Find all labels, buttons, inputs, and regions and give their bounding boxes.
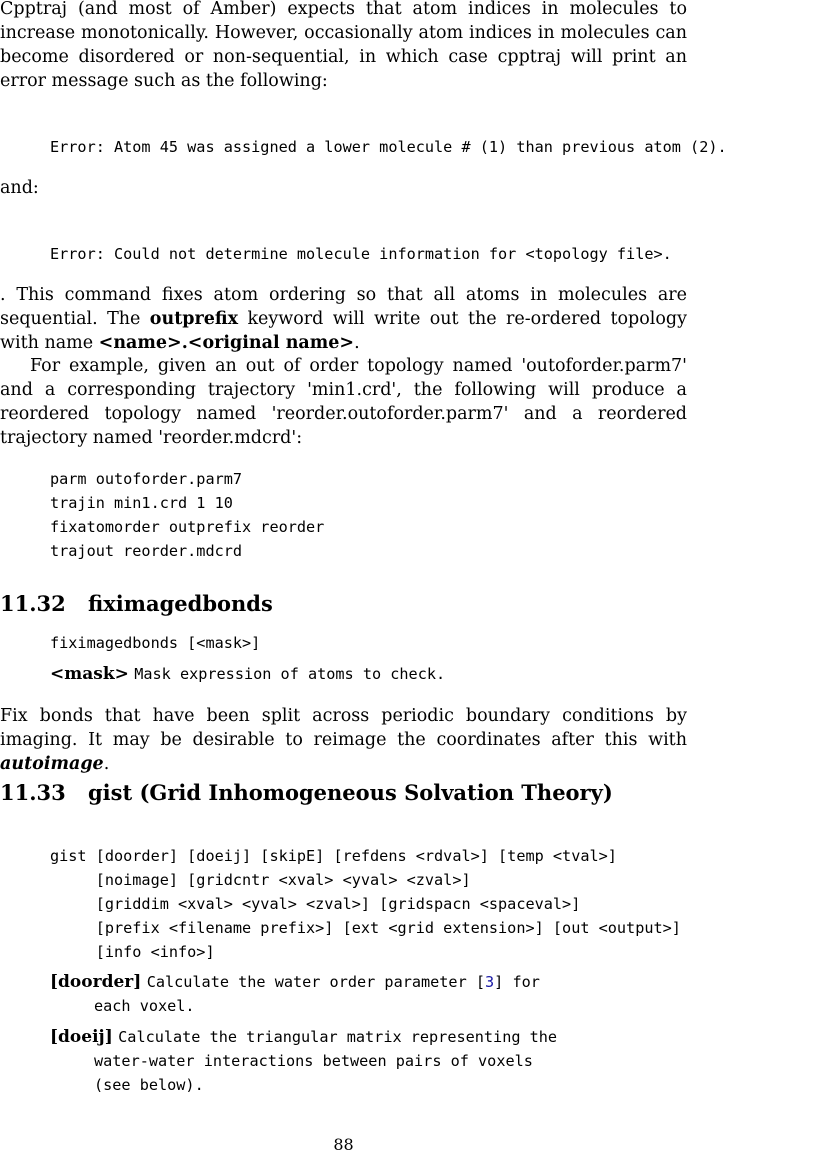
section-number: 11.32 [0, 591, 66, 616]
section-number: 11.33 [0, 780, 66, 805]
usage-line: gist [doorder] [doeij] [skipE] [refdens <rdval>] [temp <tval>] [50, 847, 617, 865]
argument-name: [doorder] [50, 972, 142, 992]
code-line: parm outoforder.parm7 [50, 470, 243, 488]
and-text: and: [0, 178, 39, 198]
citation-link[interactable]: 3 [485, 973, 495, 991]
fix-description-paragraph [0, 283, 687, 355]
usage-line: [noimage] [gridcntr <xval> <yval> <zval>] [50, 871, 471, 889]
description-end: . [103, 754, 110, 774]
argument-description-line: (see below). [94, 1076, 204, 1094]
intro-paragraph: Cpptraj (and most of Amber) expects that atom indices in molecules to increase monotonically. However, occasionally atom indices in molecules can become disordered or non-sequential, in which case cpptraj will print an error message such as the following: [0, 0, 687, 91]
autoimage-command: autoimage [0, 754, 104, 774]
output-name-pattern: <name>.<original name> [98, 333, 355, 353]
argument-name: [doeij] [50, 1027, 113, 1047]
doorder-argument [50, 970, 670, 1018]
code-line: trajin min1.crd 1 10 [50, 494, 233, 512]
section-heading-gist [0, 779, 613, 807]
description-text: Fix bonds that have been split across periodic boundary conditions by imaging. It may be desirable to reimage the coordinates after this with [0, 706, 687, 750]
usage-line: [info <info>] [50, 943, 215, 961]
fiximagedbonds-description [0, 704, 687, 776]
section-title: fiximagedbonds [88, 591, 273, 616]
fix-text-1: . This command fixes atom ordering so that all atoms in molecules are sequential. The [0, 285, 687, 329]
mask-argument [50, 662, 445, 686]
usage-line: [griddim <xval> <yval> <zval>] [gridspacn <spaceval>] [50, 895, 581, 913]
argument-description-line: water-water interactions between pairs of voxels [94, 1052, 533, 1070]
argument-description-line: ] for [494, 973, 540, 991]
error-message-2: Error: Could not determine molecule information for <topology file>. [50, 245, 672, 263]
argument-description-line: each voxel. [94, 997, 195, 1015]
fix-text-end: . [354, 333, 360, 353]
error-message-1: Error: Atom 45 was assigned a lower molecule # (1) than previous atom (2). [50, 138, 727, 156]
outprefix-keyword: outprefix [149, 309, 239, 329]
usage-line: [prefix <filename prefix>] [ext <grid extension>] [out <output>] [50, 919, 681, 937]
doeij-argument [50, 1025, 670, 1097]
argument-name: <mask> [50, 664, 129, 684]
example-paragraph: For example, given an out of order topology named 'outoforder.parm7' and a corresponding trajectory 'min1.crd', the following will produce a reordered topology named 'reorder.outoforder.parm7' and a reordered trajectory named 'reorder.mdcrd': [0, 356, 687, 448]
argument-description-line: Calculate the water order parameter [ [146, 973, 486, 991]
fix-text-2: keyword will write out the re-ordered topology with name [0, 309, 687, 353]
argument-description-line: Calculate the triangular matrix representing the [118, 1028, 558, 1046]
section-title: gist (Grid Inhomogeneous Solvation Theory) [88, 780, 613, 805]
page-number: 88 [333, 1135, 354, 1154]
fiximagedbonds-usage: fiximagedbonds [<mask>] [50, 634, 261, 652]
code-line: fixatomorder outprefix reorder [50, 518, 325, 536]
section-heading-fiximagedbonds [0, 590, 273, 618]
argument-description: Mask expression of atoms to check. [134, 665, 446, 683]
code-line: trajout reorder.mdcrd [50, 542, 243, 560]
